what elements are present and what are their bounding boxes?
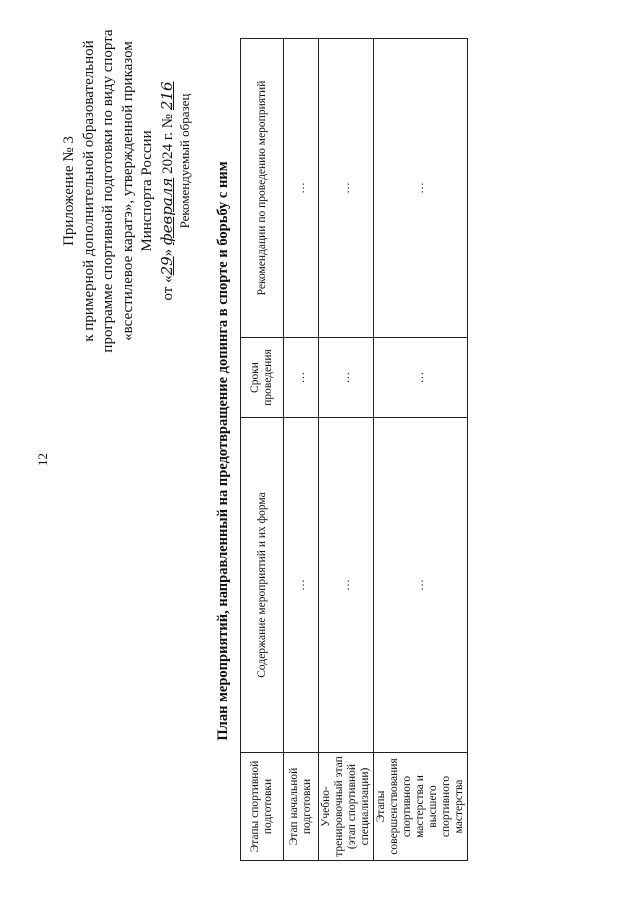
- header-line-5: Минспорта России: [139, 130, 155, 252]
- table-header-row: [241, 39, 284, 861]
- appendix-header: [60, 21, 178, 361]
- page-number: 12: [35, 453, 50, 466]
- sample-label: Рекомендуемый образец: [177, 93, 192, 229]
- handwritten-day: 29: [157, 256, 176, 276]
- date-prefix: от «: [159, 275, 176, 301]
- content-cell: …: [374, 418, 468, 753]
- header-line-2: к примерной дополнительной образовательной: [80, 40, 97, 342]
- handwritten-month: февраля: [157, 177, 176, 246]
- stage-cell: Этапы совершенствования спортивного мастерства и высшего спортивного мастерства: [374, 753, 468, 861]
- header-recommendations: Рекомендации по проведению мероприятий: [241, 39, 284, 338]
- recommendation-cell: …: [374, 39, 468, 338]
- handwritten-order-number: 216: [157, 81, 176, 111]
- recommendation-cell: …: [319, 39, 374, 338]
- plan-table: [240, 38, 468, 861]
- year-text: 2024 г. №: [159, 113, 176, 174]
- header-line-1: Приложение № 3: [61, 136, 77, 246]
- document-title: План мероприятий, направленный на предотвращение допинга в спорте и борьбу с ним: [215, 161, 231, 741]
- stage-cell: Этап начальной подготовки: [284, 753, 319, 861]
- timing-cell: …: [374, 338, 468, 418]
- order-date-line: [158, 21, 179, 361]
- header-stages: Этапы спортивной подготовки: [241, 753, 284, 861]
- header-content: Содержание мероприятий и их форма: [241, 418, 284, 753]
- timing-cell: …: [319, 338, 374, 418]
- content-cell: …: [319, 418, 374, 753]
- date-mid: »: [159, 248, 176, 257]
- header-line-3: программе спортивной подготовки по виду спорта: [100, 29, 116, 353]
- header-line-4: «всестилевое каратэ», утвержденной приказом: [119, 41, 136, 341]
- table-row: [374, 39, 468, 861]
- recommendation-cell: …: [284, 39, 319, 338]
- content-cell: …: [284, 418, 319, 753]
- header-timing: Сроки проведения: [241, 338, 284, 418]
- table-row: [284, 39, 319, 861]
- stage-cell: Учебно-тренировочный этап (этап спортивной специализации): [319, 753, 374, 861]
- timing-cell: …: [284, 338, 319, 418]
- table-row: [319, 39, 374, 861]
